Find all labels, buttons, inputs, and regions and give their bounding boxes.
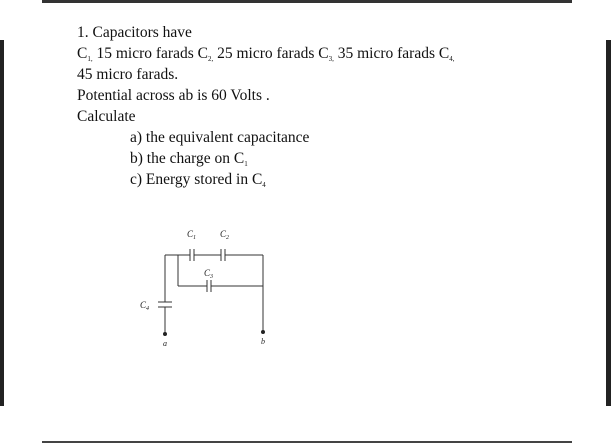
label-b: b [261,337,265,346]
label-c2: $C_2$ [220,229,230,241]
part-a: a) the equivalent capacitance [130,129,310,146]
bottom-border [42,441,572,443]
capacitor-c4-value: 45 micro farads. [77,66,179,83]
part-c: c) Energy stored in $C_4$ [130,171,266,189]
potential-statement: Potential across ab is 60 Volts . [77,87,270,104]
circuit-diagram [130,222,280,352]
label-c4: $C_4$ [140,300,150,312]
terminal-a [163,332,167,336]
label-c1: $C_1$ [187,229,197,241]
top-border [42,0,572,3]
right-border [606,40,611,406]
calculate-heading: Calculate [77,108,136,125]
label-a: a [163,339,167,348]
problem-title: 1. Capacitors have [77,24,192,41]
left-border [0,40,4,406]
terminal-b [261,330,265,334]
capacitor-values-line: $C_{1,}$ 15 micro farads $C_{2,}$ 25 micro farads $C_{3,}$ 35 micro farads $C_{4,}$ [77,45,455,63]
label-c3: $C_3$ [204,268,214,280]
part-b: b) the charge on $C_1$ [130,150,248,168]
